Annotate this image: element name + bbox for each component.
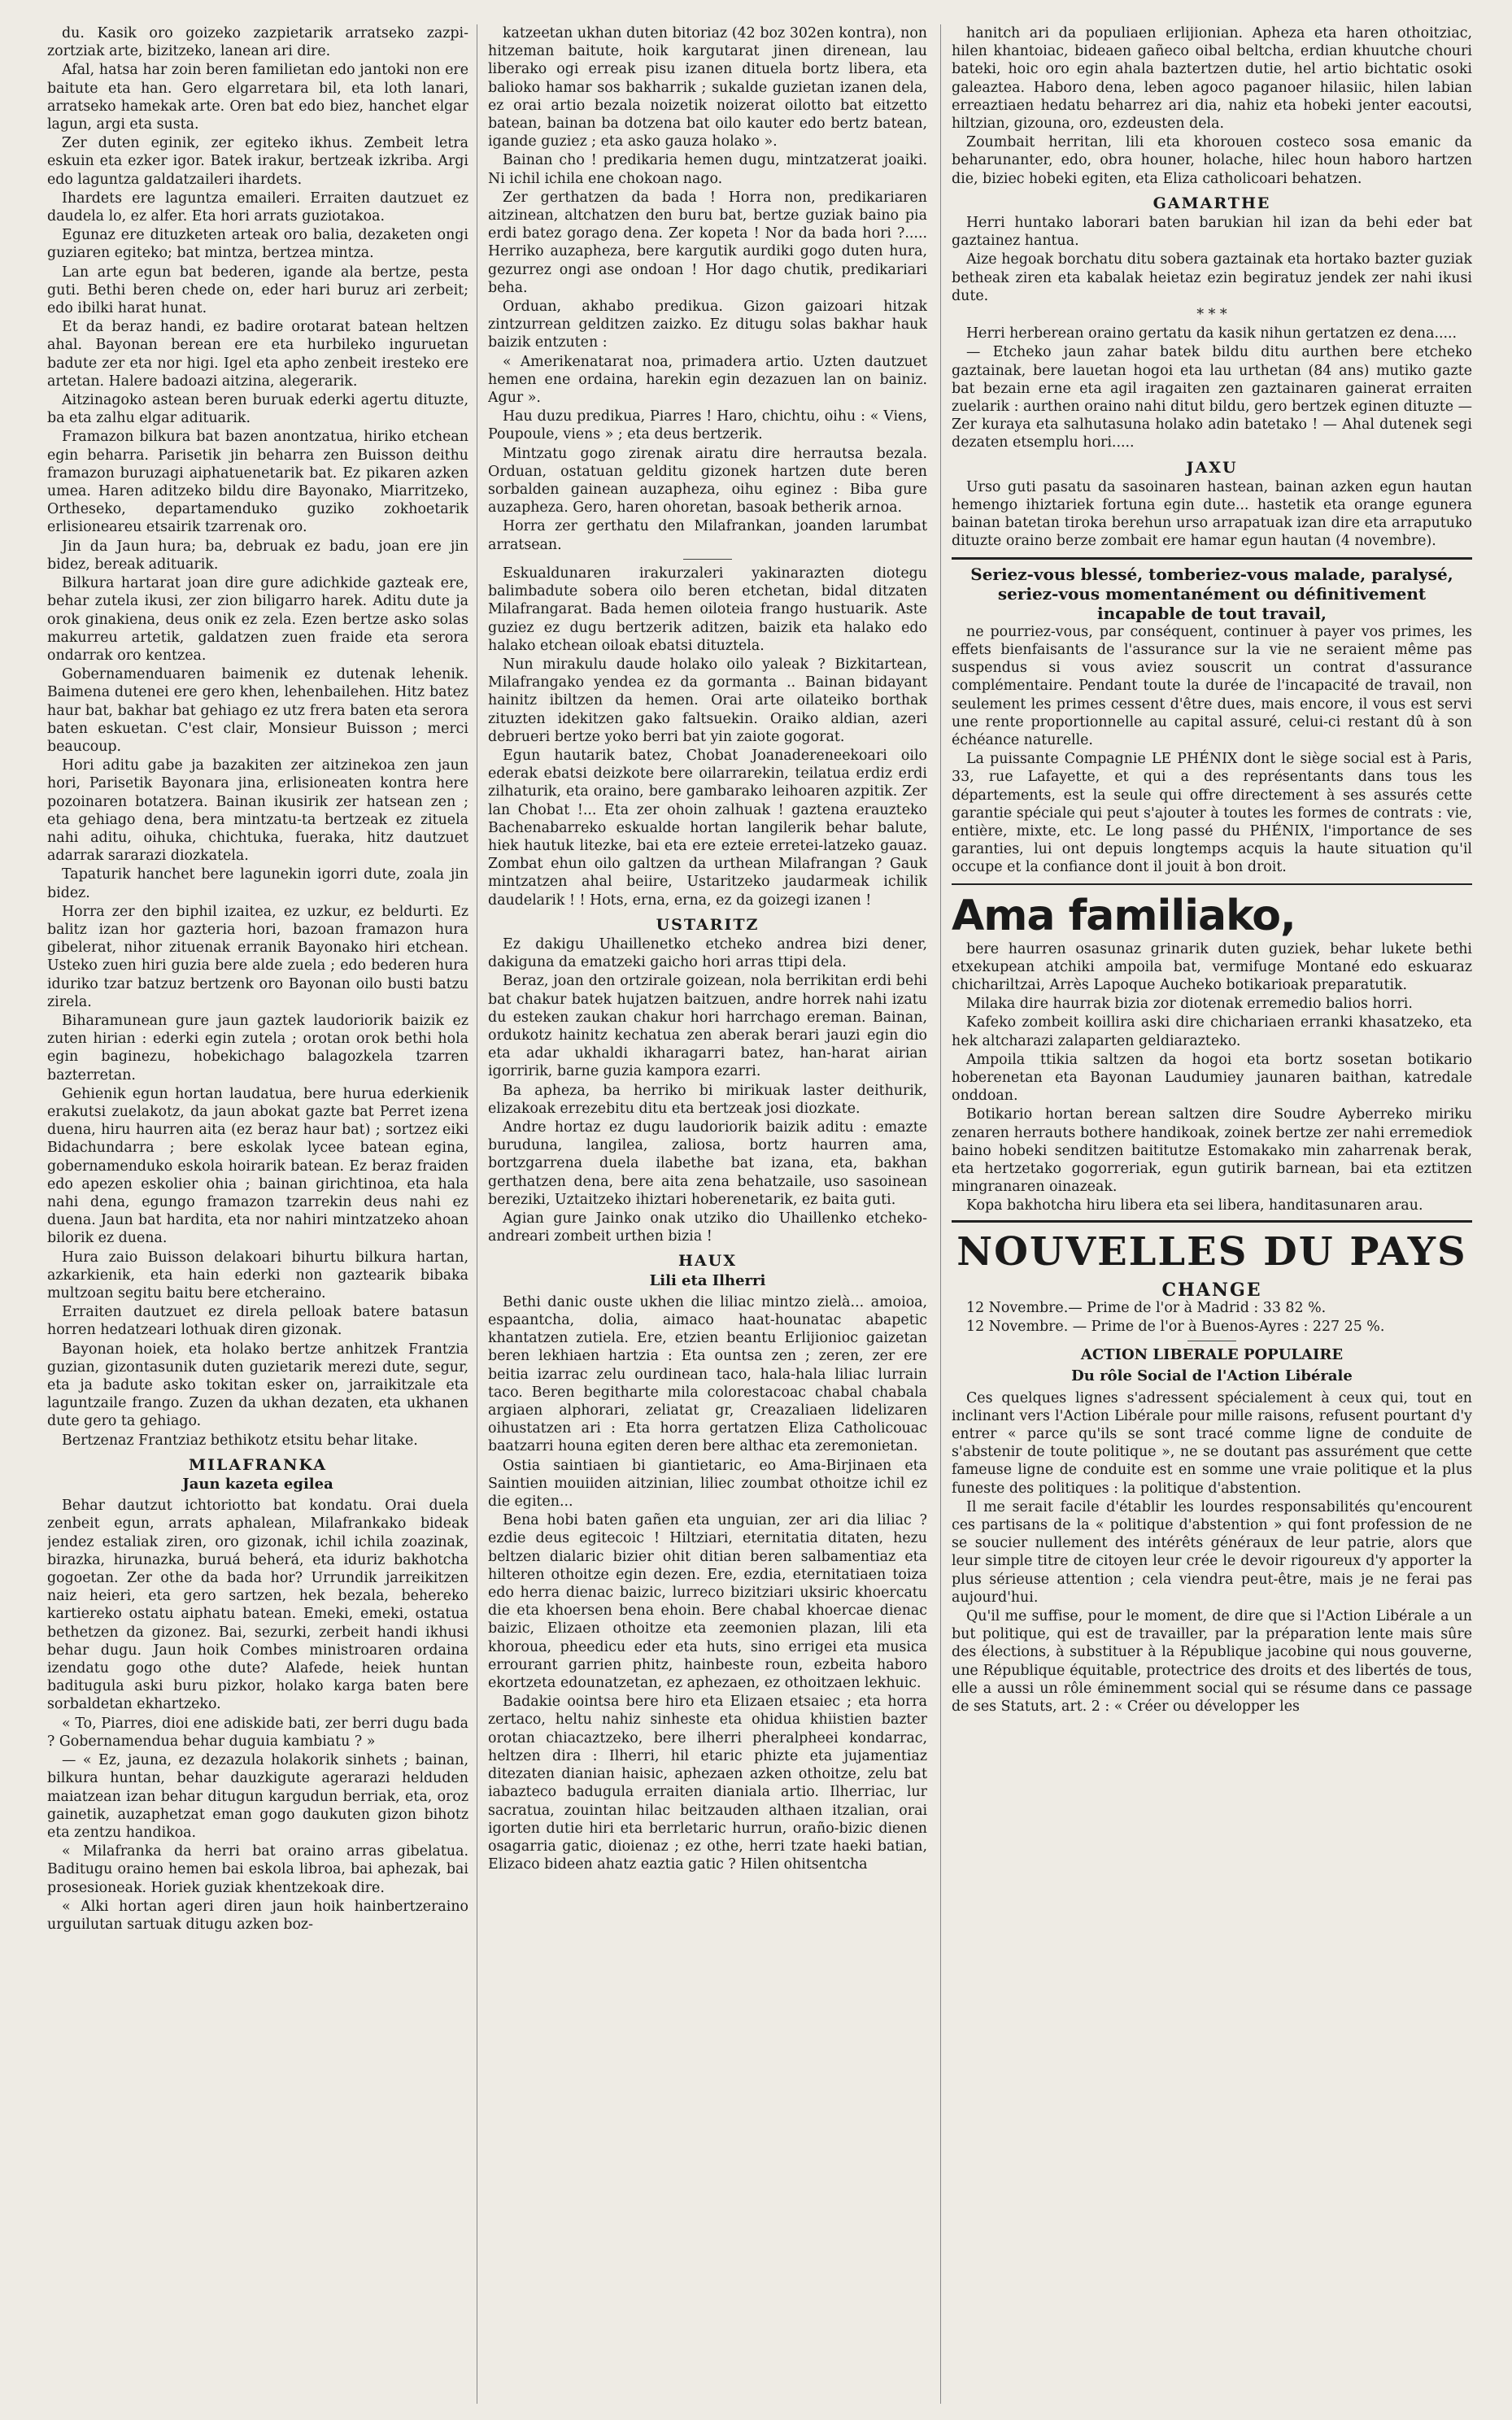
paragraph: Bilkura hartarat joan dire gure adichkide gazteak ere, behar zutela ikusi, zer zion biligarro harek. Aditu dute ja orok ginakiena, deus onik ez zela. Ezen bertze asko solas makurreu artetik, galdatzen zuen fraide eta serora ondarrak oro kentzea. xyxy=(47,575,468,664)
exchange-rate: 12 Novembre.— Prime de l'or à Madrid : 33 82 %. xyxy=(966,1299,1327,1316)
paragraph: Hura zaio Buisson delakoari bihurtu bilkura hartan, azkarkienik, eta hain ederki non gaztearik bibaka multzoan segitu baitu bere etcheraino. xyxy=(47,1249,468,1302)
ad-body: ne pourriez-vous, par conséquent, continuer à payer vos primes, les effets bienfaisants de l'assurance sur la vie ne seraient même pas suspendus si vous aviez souscrit un contrat d'assurance complémentaire. Pendant toute la durée de l'incapacité de travail, non seulement les primes cessent d'être dues, mais encore, il vous est servi une rente proportionnelle au capital assuré, celui-ci restant dû à son échéance naturelle. xyxy=(952,623,1472,748)
paragraph: Zoumbait herritan, lili eta khorouen costeco sosa emanic da beharunanter, edo, obra houner, holache, hilec houn haboro hartzen die, biziec hobeki egiten, eta Eliza catholicoari behatzen. xyxy=(952,134,1472,187)
paragraph: Bainan cho ! predikaria hemen dugu, mintzatzerat joaiki. Ni ichil ichila ene chokoan nago. xyxy=(488,152,927,187)
paragraph: « To, Piarres, dioi ene adiskide bati, zer berri dugu bada ? Gobernamendua behar duguia kambiatu ? » xyxy=(47,1715,468,1750)
section-title-gamarthe: GAMARTHE xyxy=(1153,194,1271,212)
nouvelles-title: NOUVELLES DU PAYS xyxy=(956,1228,1467,1275)
paragraph: Bayonan hoiek, eta holako bertze anhitzek Frantzia guzian, gizontasunik duten guzietarik merezi dute, segur, eta ja badute asko tokitan esker on, jarraikitzale eta laguntzaile frango. Zuzen da ukhan dezaten, eta ukhanen dute gero ta gehiago. xyxy=(47,1341,468,1430)
paragraph: Erraiten dautzuet ez direla pelloak batere batasun horren hedatzeari lothuak diren gizonak. xyxy=(47,1304,468,1339)
paragraph: « Milafranka da herri bat oraino arras gibelatua. Baditugu oraino hemen bai eskola libroa, bai aphezak, bai prosesioneak. Horiek guziak khentzekoak dire. xyxy=(47,1843,468,1896)
paragraph: Bethi danic ouste ukhen die liliac mintzo zielà... amoioa, espaantcha, dolia, aimaco haat-hounatac abapetic khantatzen zutiela. Ere, etzien beantu Erlijionioc gaizetan beren lekhiaen hartzia : Eta ountsa zen ; zeren, zer ere beitia izarrac zelu ourdinean taco, hala-hala liliac lurrain taco. Beren begitharte mila colorestacoac chabal chabala argiaen alphorari, zeliatat gr, Creazaliaen lidelizaren oihustatzen ari : Eta horra gertatzen Eliza Catholicouac baatzarri houna egiten deren bere althac eta zeremonietan. xyxy=(488,1293,927,1455)
paragraph: Ampoila ttikia saltzen da hogoi eta bortz sosetan botikario hoberenetan eta Bayonan Laudumiey jaunaren baithan, katredale onddoan. xyxy=(952,1051,1472,1105)
paragraph: Eskualdunaren irakurzaleri yakinarazten diotegu balimbadute sobera oilo beren etchetan, bidal ditzaten Milafrangarat. Bada hemen oiloteia frango hustuarik. Aste guziez ez dugu bertzerik aditzen, baizik eta halako edo halako etchean oiloak ebatsi dituztela. xyxy=(488,565,927,654)
paragraph: Bertzenaz Frantziaz bethikotz etsitu behar litake. xyxy=(62,1432,418,1449)
paragraph: Il me serait facile d'établir les lourdes responsabilités qu'encourent ces partisans de la « politique d'abstention » qui font profession de ne se soucier nullement des intérêts généraux de leur patrie, alors que leur simple titre de citoyen leur crée le devoir rigoureux d'y apporter la plus sérieuse attention ; cela viendra peut-être, mais je ne ferai pas aujourd'hui. xyxy=(952,1498,1472,1606)
paragraph: Egunaz ere dituzketen arteak oro balia, dezaketen ongi guziaren egiteko; bat mintza, bertzea mintza. xyxy=(47,227,468,262)
paragraph: Urso guti pasatu da sasoinaren hastean, bainan azken egun hautan hemengo ihiztariek fortuna egin dute... hastetik eta orange egunera bainan batetan tiroka berehun urso arrapatuak izan dire eta arraputuko dituzte oraino berze zombait ere hamar egun hautan (4 novembre). xyxy=(952,478,1472,550)
paragraph: Aitzinagoko astean beren buruak ederki agertu dituzte, ba eta zalhu elgar adituarik. xyxy=(47,392,468,427)
paragraph: Behar dautzut ichtoriotto bat kondatu. Orai duela zenbeit egun, arrats aphalean, Milafrankako bideak jendez estaliak ziren, oro gizonak, ichil ichila zoazinak, birazka, hirunazka, buruá beherá, eta iduriz bakhotcha gogoetan. Zer othe da bada hor? Urrundik jarreikitzen naiz heieri, eta gero sartzen, hek bezala, behereko kartiereko ostatu aiphatu batean. Emeki, emeki, ostatua bethetzen da gizonez. Bai, sezurki, zerbeit handi ikhusi behar dugu. Jaun hoik Combes ministroaren ordaina izendatu gogo othe dute? Alafede, heiek huntan baditugula aski buru pizkor, holako karga baten bere sorbaldetan ekhartzeko. xyxy=(47,1498,468,1713)
section-subtitle: Lili eta Ilherri xyxy=(649,1271,766,1289)
column-rule xyxy=(940,24,941,2404)
paragraph: Hori aditu gabe ja bazakiten zer aitzinekoa zen jaun hori, Parisetik Bayonara jina, erlisioneaten kontra here pozoinaren botatzera. Bainan ikusirik zer hatsean zen ; eta gehiago dena, bera mintzatu-ta bertzeak ez zituela nahi aditu, oihuka, chichtuka, fueraka, hitz dautzuet adarrak sararazi diozkatela. xyxy=(47,757,468,865)
ad-headline: Seriez-vous blessé, tomberiez-vous malade, paralysé, seriez-vous momentanément ou définitivement incapable de tout travail, xyxy=(970,564,1453,623)
paragraph: Kafeko zombeit koillira aski dire chichariaen erranki khasatzeko, eta hek altcharazi zalaparten geldiarazteko. xyxy=(952,1014,1472,1049)
paragraph: katzeetan ukhan duten bitoriaz (42 boz 302en kontra), non hitzeman baitute, hoik kargutarat jinen direnean, lau liberako ogi erreak pisu izanen dituela bortz libera, eta balioko hamar sos bakharrik ; sukalde guzietan izanen dela, ez orai artio bezala noizetik noizerat oilotto bat eitzetto batean, bainan ba dotzena bat oilo kauter edo bertz batean, igande guziez ; eta asko gauza holako ». xyxy=(488,25,927,150)
paragraph: Framazon bilkura bat bazen anontzatua, hiriko etchean egin beharra. Parisetik jin beharra zen Buisson deithu framazon buruzagi aiphatuenetarik bat. Ez pikaren azken umea. Haren aditzeko bildu dire Bayonako, Miarritzeko, Ortheseko, departamenduko guziko zokhoetarik erlisioneareu etsairik tzarrenak oro. xyxy=(47,429,468,536)
paragraph: Botikario hortan berean saltzen dire Soudre Ayberreko miriku zenaren herrauts bothere handikoak, zoinek bertze zer nahi erremediok baino hobeki senditzen baititutze Estomakako min zaharrenak berak, eta hertzetako gogorreriak, egun gutirik barnean, bai eta eztitzen mingranaren oinazeak. xyxy=(952,1106,1472,1196)
paragraph: hanitch ari da populiaen erlijionian. Apheza eta haren othoitziac, hilen khantoiac, bideaen gañeco oibal beltcha, erdian khuutche chouri bateki, hoic oro egin ahala baztertzen dutie, hel artio bichtatic osoki galeaztea. Haboro dena, leben agoco paganoer hilasiic, hilen labian erreaztiaen hedatu beharrez ari dia, nahiz eta hobeki jenter eacoutsi, hiltzian, gizouna, oro, ezdeusten dela. xyxy=(952,25,1472,133)
paragraph: Ihardets ere laguntza emaileri. Erraiten dautzuet ez daudela lo, ez alfer. Eta hori arrats guziotakoa. xyxy=(47,190,468,225)
advertisement-ama-familiako xyxy=(952,892,1472,1215)
change-title: CHANGE xyxy=(1161,1279,1262,1301)
paragraph: Beraz, joan den ortzirale goizean, nola berrikitan erdi behi bat chakur batek hujatzen baitzuen, andre horrek nahi izatu du esteken zaukan chakur hori harrchago ereman. Bainan, ordukotz hainitz kechatua zen aberak berari jauzi egin dio eta adar ukhaldi ikharagarri batez, han-harat airian igorririk, barne guzia kampora ezarri. xyxy=(488,973,927,1080)
ad-body: La puissante Compagnie LE PHÉNIX dont le siège social est à Paris, 33, rue Lafayette, et qui a des représentants dans tous les départements, est la seule qui offre directement à ses assurés cette garantie spéciale qui peut s'ajouter à toutes les formes de contrats : vie, entière, mixte, etc. Le long passé du PHÉNIX, l'importance de ses garanties, lui ont depuis longtemps acquis la haute situation qu'il occupe et la confiance dont il jouit à bon droit. xyxy=(952,751,1472,876)
paragraph: Egun hautarik batez, Chobat Joanadereneekoari oilo ederak ebatsi deizkote bere oilarrarekin, teilatua erdiz erdi zilhaturik, eta oraino, bere gambarako leihoaren azpitik. Zer lan Chobat !... Eta zer ohoin zalhuak ! gaztena erauzteko Bachenabarreko eskualde hortan langilerik behar balute, hiek hautuk litezke, bai eta ere ezteie erretei-latzeko gauaz. Zombat ehun oilo galtzen da urthean Milafrangan ? Gauk mintzatzen ahal beiire, Ustaritzeko jaudarmeak ichilik daudelarik ! ! Hots, erna, erna, ez da goizegi izanen ! xyxy=(488,747,927,909)
paragraph: — Etcheko jaun zahar batek bildu ditu aurthen bere etcheko gaztainak, bere lauetan hogoi eta lau urthetan (84 ans) mutiko gazte bat bezain erne eta agil iragaiten zen gaztainaren gainerat erraiten zuelarik : aurthen oraino nahi ditut bildu, gero bertzek eginen dituzte — Zer kuraya eta salhutasuna holako adin batetako ! — Ahal dutenek segi dezaten etsemplu hori..... xyxy=(952,344,1472,451)
col1-article xyxy=(47,24,468,1450)
ad-big-title: Ama familiako, xyxy=(952,891,1296,940)
paragraph: Et da beraz handi, ez badire orotarat batean heltzen ahal. Bayonan berean ere eta hurbileko inguruetan badute zer eta nor higi. Igel eta apho zenbeit iresteko ere artetan. Halere badoazi aitzina, alegerarik. xyxy=(47,319,468,390)
paragraph: Horra zer gerthatu den Milafrankan, joanden larumbat arratsean. xyxy=(488,518,927,553)
paragraph: Orduan, akhabo predikua. Gizon gaizoari hitzak zintzurrean gelditzen zaizko. Ez ditugu solas bakhar hauk baizik entzuten : xyxy=(488,299,927,351)
paragraph: Zer gerthatzen da bada ! Horra non, predikariaren aitzinean, altchatzen den buru bat, bertze guziak baino pia erdi batez gorago dena. Zer kopeta ! Nor da bada hori ?..... Herriko auzapheza, bere kargutik aurdiki gogo duten hura, gezurrez ongi ase ondoan ! Hor dago chutik, predikariari beha. xyxy=(488,189,927,296)
paragraph: Ostia saintiaen bi giantietaric, eo Ama-Birjinaen eta Saintien mouiiden aitzinian, liliec zoumbat othoitze ichil ez die egiten... xyxy=(488,1457,927,1511)
column-1 xyxy=(47,24,468,2404)
column-2 xyxy=(488,24,927,2404)
separator xyxy=(683,559,732,560)
section-subtitle: Jaun kazeta egilea xyxy=(182,1476,333,1493)
paragraph: Herri huntako laborari baten barukian hil izan da behi eder bat gaztainez hantua. xyxy=(952,215,1472,250)
paragraph: Ez dakigu Uhaillenetko etcheko andrea bizi dener, dakiguna da ematzeki gaicho hori arras ttipi dela. xyxy=(488,935,927,971)
section-title-haux: HAUX xyxy=(678,1252,737,1271)
column-3 xyxy=(952,24,1472,2404)
paragraph: Andre hortaz ez dugu laudoriorik baizik aditu : emazte buruduna, langilea, zaliosa, bortz haurren ama, bortzgarrena duela ilabethe bat izana, eta, bakhan gerthatzen dena, bere aita zena behatzaile, uso sasoinean bereziki, Uztaitzeko ihiztari hoberenetarik, ez baita guti. xyxy=(488,1118,927,1208)
paragraph: Horra zer den biphil izaitea, ez uzkur, ez beldurti. Ez balitz izan hor gazteria hori, bazoan framazon hura gibelerat, nihor zituenak erranik Bayonako hiri etchean. Usteko zuen hiri guzia bere alde zuela ; edo bederen hura iduriko tzar batzuz bertzenk oro Bayonan oilo busti batzu zirela. xyxy=(47,903,468,1010)
paragraph: Gehienik egun hortan laudatua, bere hurua ederkienik erakutsi zuelakotz, da jaun abokat gazte bat Perret izena duena, hiru haurren aita (ez beraz haur bat) ; sortzez eiki Bidachundarra ; bere eskolak lycee batean egina, gobernamenduko eskola hoirarik batean. Ez beraz fraiden edo apezen eskolier ohia ; bainan girichtinoa, eta hala nahi dena, egungo framazon tzarrekin deus nahi ez duena. Jaun bat hardita, eta nor nahiri mintzatzeko ahoan bilorik ez duena. xyxy=(47,1085,468,1247)
separator xyxy=(952,1220,1472,1223)
paragraph: « Alki hortan ageri diren jaun hoik hainbertzeraino urguilutan sartuak ditugu azken boz- xyxy=(47,1898,468,1933)
paragraph: Qu'il me suffise, pour le moment, de dire que si l'Action Libérale a un but politique, qui est de travailler, par la préparation lente mais sûre des élections, à substituer à la République jacobine qui nous gouverne, une République équitable, protectrice des droits et des libertés de tous, elle a aussi un rôle éminemment social qui se résume dans ce passage de ses Statuts, art. 2 : « Créer ou développer les xyxy=(952,1608,1472,1716)
paragraph: Herri herberean oraino gertatu da kasik nihun gertatzen ez dena..... xyxy=(966,325,1458,342)
paragraph: Mintzatu gogo zirenak airatu dire herrautsa bezala. Orduan, ostatuan gelditu gizonek hartzen dute beren sorbalden gainean auzapheza, oihu eginez : Biba gure auzapheza. Gero, haren ohoretan, basoak betherik arnoa. xyxy=(488,445,927,517)
paragraph: Agian gure Jainko onak utziko dio Uhaillenko etcheko-andreari zombeit urthen bizia ! xyxy=(488,1210,927,1245)
paragraph: « Amerikenatarat noa, primadera artio. Uzten dautzuet hemen ene ordaina, harekin egin dezazuen lan on bainiz. Agur ». xyxy=(488,353,927,407)
advertisement-phenix xyxy=(952,557,1472,885)
paragraph: Hau duzu predikua, Piarres ! Haro, chichtu, oihu : « Viens, Poupoule, viens » ; eta deus bertzerik. xyxy=(488,408,927,443)
exchange-rate: 12 Novembre. — Prime de l'or à Buenos-Ayres : 227 25 %. xyxy=(966,1318,1385,1335)
asterism: * * * xyxy=(1196,307,1227,324)
paragraph: — « Ez, jauna, ez dezazula holakorik sinhets ; bainan, bilkura huntan, behar dauzkigute agerarazi helduden maiatzean izan behar ditugun kargudun berriak, eta, oroz gainetik, auzaphetzat eman gogo daukuten gizon bihotz eta zentzu handikoa. xyxy=(47,1752,468,1841)
section-title-jaxu: JAXU xyxy=(1186,458,1238,477)
paragraph: Jin da Jaun hura; ba, debruak ez badu, joan ere jin bidez, bereak adituarik. xyxy=(47,538,468,573)
paragraph: Badakie oointsa bere hiro eta Elizaen etsaiec ; eta horra zertaco, heltu nahiz sinheste eta ohidua khiistien bazter orotan chiacaztzeko, bere ilherri pheralpheei kondarrac, heltzen dira : Ilherri, hil etaric phizte eta jujamentiaz ditezaten dianian haisic, aphezaen azken othoitze, zelu bat iabazteco badugula erraiten dianiala artio. Ilherriac, lur sacratua, zouintan hilac beitzauden althaen itzalian, orai igorten dutie hiri eta berrletaric hurrun, oraño-bizic dienen osagarria gatic, dioienaz ; ez othe, herri tzate haeki batian, Elizaco bideen ahatz eaztia gatic ? Hilen ohitsentcha xyxy=(488,1694,927,1873)
paragraph: Ces quelques lignes s'adressent spécialement à ceux qui, tout en inclinant vers l'Action Libérale pour mille raisons, refusent pourtant d'y entrer « parce qu'ils se sont tracé comme ligne de conduite de s'abstenir de toute politique », ne se doutant pas assurément que cette fameuse ligne de conduite est en somme une vraie politique et la plus funeste des politiques : la politique d'abstention. xyxy=(952,1389,1472,1497)
alp-subtitle: Du rôle Social de l'Action Libérale xyxy=(1071,1367,1353,1385)
paragraph: du. Kasik oro goizeko zazpietarik arratseko zazpi-zortziak arte, bizitzeko, lanean ari dire. xyxy=(47,25,468,60)
paragraph: Lan arte egun bat bederen, igande ala bertze, pesta guti. Bethi beren chede on, eder hari buruz ari zerbeit; edo ibilki harat hunat. xyxy=(47,264,468,317)
paragraph: Ba apheza, ba herriko bi mirikuak laster deithurik, elizakoak errezebitu ditu eta bertzeak josi diozkate. xyxy=(488,1082,927,1117)
alp-title: ACTION LIBERALE POPULAIRE xyxy=(1080,1346,1344,1364)
section-title-milafranka: MILAFRANKA xyxy=(189,1455,327,1474)
paragraph: Nun mirakulu daude holako oilo yaleak ? Bizkitartean, Milafrangako yendea ez da gormanta .. Bainan bidayant hainitz ibiltzen da hemen. Orai arte oilateiko borthak zituzten idekitzen gako faltsuekin. Oraiko aldian, azeri debrueri bertze yoko berri bat yin zaiote gogorat. xyxy=(488,656,927,745)
paragraph: Gobernamenduaren baimenik ez dutenak lehenik. Baimena dutenei ere gero khen, lehenbailehen. Hitz batez haur bat, bakhar bat gehiago ez utz frera baten eta serora baten eskuetan. C'est clair, Monsieur Buisson ; merci beaucoup. xyxy=(47,666,468,755)
paragraph: Bena hobi baten gañen eta unguian, zer ari dia liliac ? ezdie deus egitecoic ! Hiltziari, eternitatia ditaten, hezu beltzen dialaric bizier ohit ditian beren salbamentiaz eta hilteren othoitze egin dezen. Ere, ezdia, eternitatiaen toiza edo herra dienac baizic, lurreco bizitziari uksiric khoercatu die eta khoersen bena ehoin. Bere chabal khoercae dienac baizic, Elizaen othoitze eta zeemonien plazan, lili eta khoroua, pheedicu eder eta huts, sino errigei eta musica errourant garrien phitz, hainbeste roun, ezbeita haboro ekortzeta edounatzetan, ez aphezaen, ez othoitzaen lekhuic. xyxy=(488,1512,927,1692)
paragraph: Milaka dire haurrak bizia zor diotenak erremedio balios horri. xyxy=(966,996,1413,1013)
paragraph: Zer duten eginik, zer egiteko ikhus. Zembeit letra eskuin eta ezker igor. Batek irakur, bertzeak izkriba. Argi edo laguntza galdatzaileri ihardets. xyxy=(47,135,468,188)
paragraph: Biharamunean gure jaun gaztek laudoriorik baizik ez zuten hirian : ederki egin zutela ; orotan orok bethi hola egin baginezu, hobekichago balagozkela tzarren bazterretan. xyxy=(47,1012,468,1084)
paragraph: Kopa bakhotcha hiru libera eta sei libera, handitasunaren arau. xyxy=(966,1197,1423,1214)
paragraph: Tapaturik hanchet bere lagunekin igorri dute, zoala jin bidez. xyxy=(47,866,468,901)
ad-body: bere haurren osasunaz grinarik duten guziek, behar lukete bethi etxekupean atchiki ampoila bat, vermifuge Montané edo eskuaraz chichariltzai, Arrès Lapoque Aucheko botikarioak preparatutik. xyxy=(952,940,1472,993)
paragraph: Aize hegoak borchatu ditu sobera gaztainak eta hortako bazter guziak betheak ziren eta kabalak heietaz ezin begiratuz jendek zer nahi ikusi dute. xyxy=(952,251,1472,304)
section-title-ustaritz: USTARITZ xyxy=(656,915,760,934)
paragraph: Afal, hatsa har zoin beren familietan edo jantoki non ere baitute eta han. Gero elgarretara bil, eta loth lanari, arratseko hamekak arte. Oren bat edo biez, hanchet elgar lagun, argi eta susta. xyxy=(47,62,468,133)
